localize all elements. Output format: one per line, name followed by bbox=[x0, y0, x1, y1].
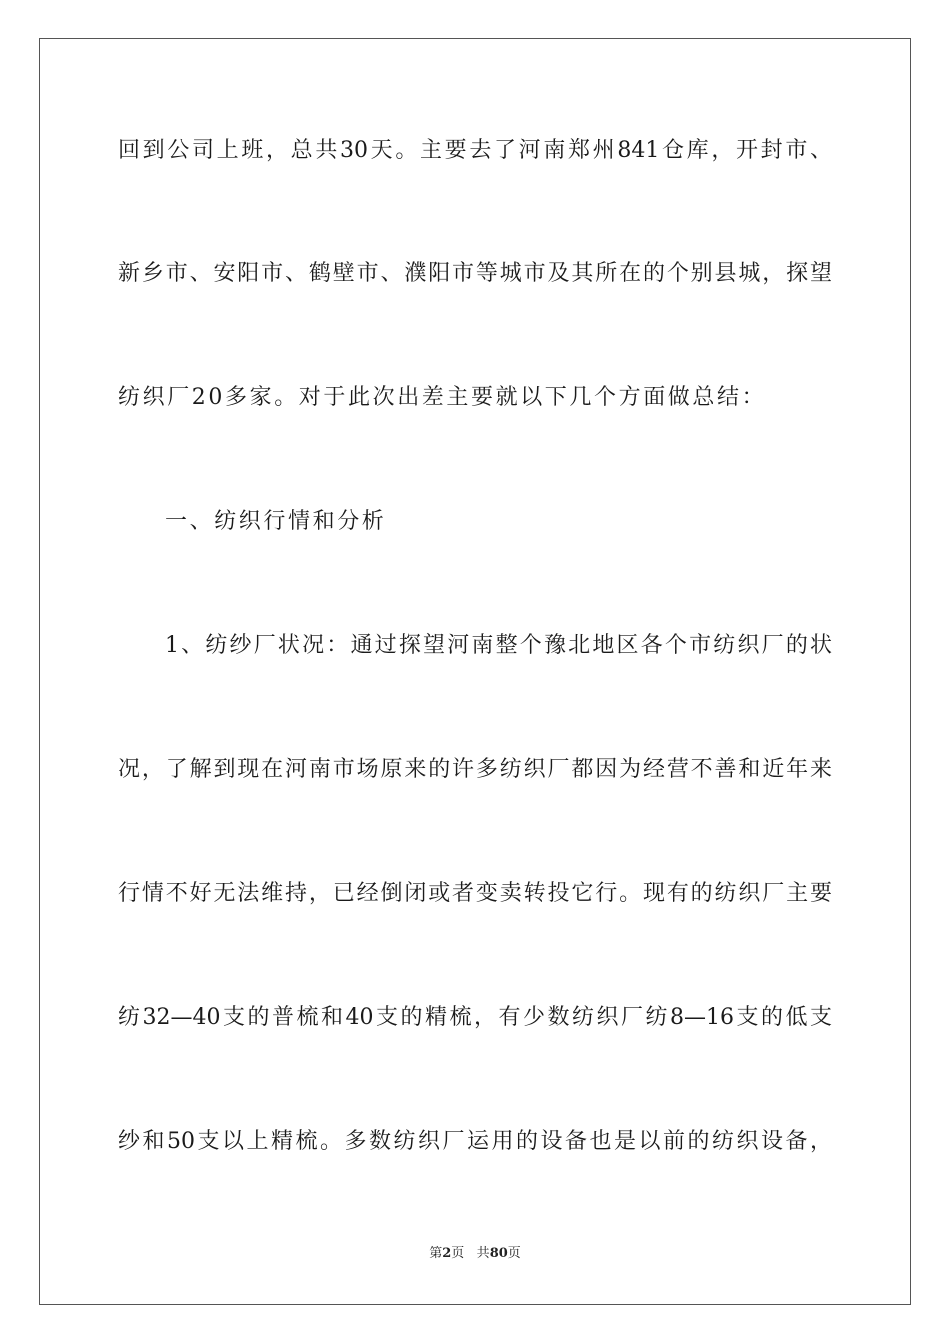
footer-total-pages: 80 bbox=[489, 1246, 508, 1261]
body-line-9: 纱和50支以上精梳。多数纺织厂运用的设备也是以前的纺织设备， bbox=[118, 1129, 832, 1154]
body-line-7: 行情不好无法维持，已经倒闭或者变卖转投它行。现有的纺织厂主要 bbox=[118, 881, 832, 906]
body-line-6: 况，了解到现在河南市场原来的许多纺织厂都因为经营不善和近年来 bbox=[118, 757, 832, 782]
page-frame bbox=[39, 38, 911, 1305]
footer-total-suffix: 页 bbox=[507, 1246, 521, 1261]
section-heading: 一、纺织行情和分析 bbox=[165, 509, 387, 534]
footer-total-prefix: 共 bbox=[476, 1246, 490, 1261]
body-line-1: 回到公司上班，总共30天。主要去了河南郑州841仓库，开封市、 bbox=[118, 138, 832, 163]
footer-page-suffix: 页 bbox=[451, 1246, 465, 1261]
body-line-2: 新乡市、安阳市、鹤壁市、濮阳市等城市及其所在的个别县城，探望 bbox=[118, 261, 832, 286]
footer-page-number: 2 bbox=[442, 1246, 452, 1261]
body-line-8: 纺32—40支的普梳和40支的精梳，有少数纺织厂纺8—16支的低支 bbox=[118, 1005, 832, 1030]
footer-page-prefix: 第 bbox=[429, 1246, 443, 1261]
body-line-5: 1、纺纱厂状况：通过探望河南整个豫北地区各个市纺织厂的状 bbox=[165, 633, 832, 658]
page-footer bbox=[0, 1245, 950, 1263]
body-line-3: 纺织厂20多家。对于此次出差主要就以下几个方面做总结： bbox=[118, 385, 767, 410]
